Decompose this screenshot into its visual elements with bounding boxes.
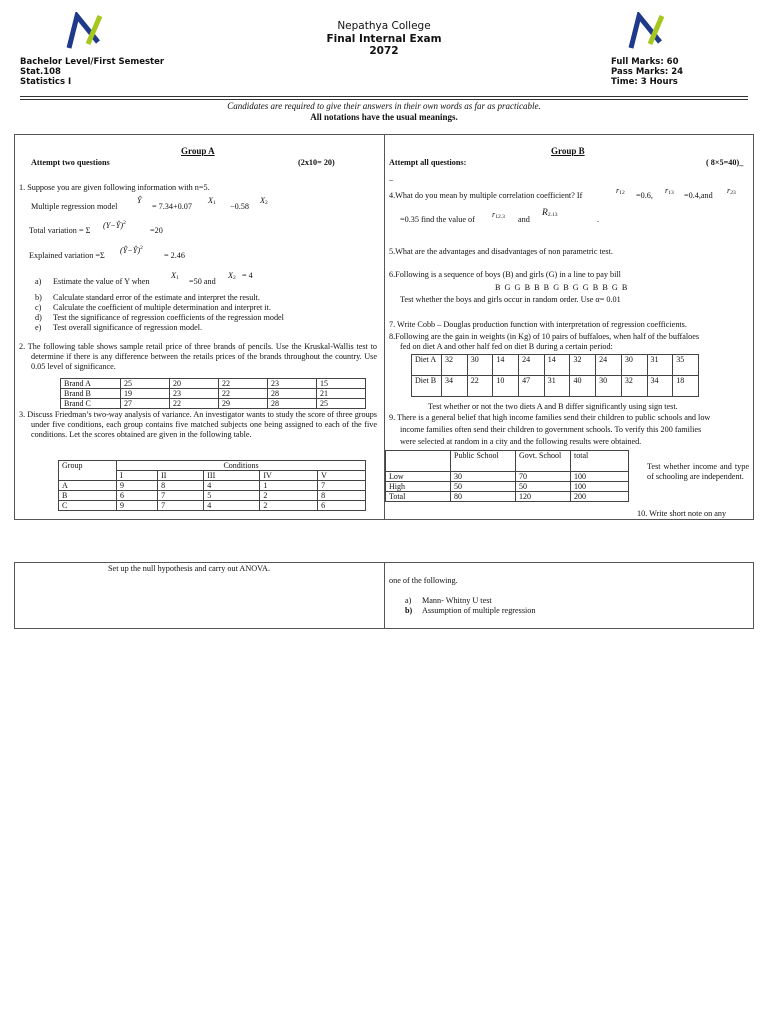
q10-part-b-text: Assumption of multiple regression <box>422 606 536 615</box>
q7-text: 7. Write Cobb – Douglas production function with interpretation of regression coefficients. <box>389 320 687 329</box>
q9-income-table <box>385 450 629 502</box>
table-row: A 9 8 4 1 7 <box>59 481 366 491</box>
q1-part-b-text: Calculate standard error of the estimate and interpret the result. <box>53 293 260 302</box>
q10-text-2: one of the following. <box>389 576 458 585</box>
table-row: Low 30 70 100 <box>386 472 629 482</box>
q4-r13-value: =0.4,and <box>684 191 713 200</box>
q1-part-e-text: Test overall significance of regression model. <box>53 323 203 332</box>
x2-symbol: X2 <box>260 196 268 206</box>
pass-marks: Pass Marks: 24 <box>611 67 684 77</box>
total-variation-formula: (Y−Ŷ)$^2$ <box>103 220 126 230</box>
q3-continuation: Set up the null hypothesis and carry out ANOVA. <box>108 564 270 573</box>
q1-part-a-text: Estimate the value of Y when <box>53 277 150 286</box>
q2-price-table <box>60 378 366 409</box>
explained-variation-formula: (Ŷ−Ŷ)$^2$ <box>120 245 143 255</box>
q4-end: . <box>597 215 600 224</box>
course-name: Statistics I <box>20 77 72 87</box>
r123-symbol: r12.3 <box>492 210 505 220</box>
q9-text-3: were selected at random in a city and the following results were obtained. <box>400 437 642 446</box>
R213-symbol: R2.13 <box>542 208 558 218</box>
level-label: Bachelor Level/First Semester <box>20 57 165 67</box>
q1-part-e-label: e) <box>35 323 42 332</box>
table-row: B 6 7 5 2 8 <box>59 491 366 501</box>
instruction-line: Candidates are required to give their answers in their own words as far as practicable. <box>227 101 541 111</box>
q6-sequence: B G G B B B G B G G B B G B <box>495 283 628 292</box>
q8-diet-table <box>411 354 699 397</box>
y-hat-symbol: Ŷ <box>137 196 142 205</box>
q10-part-a-text: Mann- Whitny U test <box>422 596 492 605</box>
q1-model-eq-2: −0.58 <box>230 202 249 211</box>
group-b-marks: ( 8×5=40)_ <box>706 158 744 167</box>
q4-and: and <box>518 215 530 224</box>
q9-text-1: 9. There is a general belief that high income families send their children to public schools and low <box>389 413 711 422</box>
q1-intro: 1. Suppose you are given following information with n=5. <box>19 183 210 192</box>
table-row: C 9 7 4 2 6 <box>59 501 366 511</box>
table-row: High 50 50 100 <box>386 482 629 492</box>
table-row: Diet B 34 22 10 47 31 40 30 32 34 18 <box>412 376 699 397</box>
q1-model-label: Multiple regression model <box>31 202 118 211</box>
q1-part-d-label: d) <box>35 313 42 322</box>
q4-text-1: 4.What do you mean by multiple correlation coefficient? If <box>389 191 583 200</box>
q1-explained-variation-label: Explained variation =Σ <box>29 251 105 260</box>
table-row: Brand C 27 22 29 28 25 <box>61 399 366 409</box>
group-b-title: Group B <box>551 146 585 156</box>
q9-side-text: Test whether income and type of schooling are independent. <box>647 462 749 481</box>
header-divider-top <box>20 96 748 97</box>
q1-part-a-text-3: = 4 <box>242 271 253 280</box>
q6-text-2: Test whether the boys and girls occur in random order. Use α= 0.01 <box>400 295 621 304</box>
q1-model-eq-1: = 7.34+0.07 <box>152 202 192 211</box>
table-row: Total 80 120 200 <box>386 492 629 502</box>
x1-symbol: X1 <box>208 196 216 206</box>
continuation-divider <box>384 562 385 629</box>
q9-text-2: income families often send their children to government schools. To verify this 200 families <box>400 425 702 434</box>
table-row: I II III IV V <box>59 471 366 481</box>
q1-part-c-label: c) <box>35 303 42 312</box>
q1-part-a-label: a) <box>35 277 42 286</box>
table-row: Diet A 32 30 14 24 14 32 24 30 31 35 <box>412 355 699 376</box>
exam-title: Final Internal Exam <box>326 33 442 45</box>
r12-symbol: r12 <box>616 186 625 196</box>
q8-text-1: 8.Following are the gain in weights (in Kg) of 10 pairs of buffaloes, when half of the buffaloes <box>389 332 700 341</box>
r23-symbol: r23 <box>727 186 736 196</box>
header-divider-bottom <box>20 99 748 100</box>
q3-scores-table <box>58 460 366 511</box>
table-row: Public School Govt. School total <box>386 451 629 472</box>
table-row: Brand A 25 20 22 23 15 <box>61 379 366 389</box>
table-row: Brand B 19 23 22 28 21 <box>61 389 366 399</box>
q6-text-1: 6.Following is a sequence of boys (B) and girls (G) in a line to pay bill <box>389 270 621 279</box>
group-a-attempt: Attempt two questions <box>31 158 110 167</box>
table-row: Group Conditions <box>59 461 366 471</box>
q1-total-variation-label: Total variation = Σ <box>29 226 91 235</box>
group-a-title: Group A <box>181 146 215 156</box>
q2-text: 2. The following table shows sample retail price of three brands of pencils. Use the Kruskal-Wallis test to determine if there is any difference between the retails prices of the brands throughout the country. Use 0.05 level of significance. <box>19 342 377 371</box>
q10-text-1: 10. Write short note on any <box>637 509 727 518</box>
q8-text-3: Test whether or not the two diets A and B differ significantly using sign test. <box>428 402 678 411</box>
course-code: Stat.108 <box>20 67 61 77</box>
q4-r12-value: =0.6, <box>636 191 653 200</box>
q1-part-a-text-2: =50 and <box>189 277 216 286</box>
time-allowed: Time: 3 Hours <box>611 77 678 87</box>
full-marks: Full Marks: 60 <box>611 57 679 67</box>
q4-text-2: =0.35 find the value of <box>400 215 475 224</box>
q1-part-d-text: Test the significance of regression coefficients of the regression model <box>53 313 284 322</box>
q1-part-b-label: b) <box>35 293 42 302</box>
exam-year: 2072 <box>369 45 399 57</box>
group-a-marks: (2x10= 20) <box>298 158 335 167</box>
q3-text: 3. Discuss Friedman’s two-way analysis of variance. An investigator wants to study the score of three groups under five conditions, each group contains five matched subjects one being assigned to each of the five conditions. Let the scores obtained are given in the following table. <box>19 410 377 439</box>
notation-line: All notations have the usual meanings. <box>310 112 458 122</box>
r13-symbol: r13 <box>665 186 674 196</box>
group-b-dash: _ <box>389 173 394 182</box>
q1-explained-variation-value: = 2.46 <box>164 251 185 260</box>
q8-text-2: fed on diet A and other half fed on diet B during a certain period: <box>400 342 613 351</box>
group-b-attempt: Attempt all questions: <box>389 158 467 167</box>
q10-part-b-label: b) <box>405 606 413 615</box>
x1-symbol-a: X1 <box>171 271 179 281</box>
q1-part-c-text: Calculate the coefficient of multiple determination and interpret it. <box>53 303 271 312</box>
college-name: Nepathya College <box>337 20 431 32</box>
x2-symbol-a: X2 <box>228 271 236 281</box>
q1-total-variation-value: =20 <box>150 226 163 235</box>
q5-text: 5.What are the advantages and disadvantages of non parametric test. <box>389 247 613 256</box>
q10-part-a-label: a) <box>405 596 412 605</box>
